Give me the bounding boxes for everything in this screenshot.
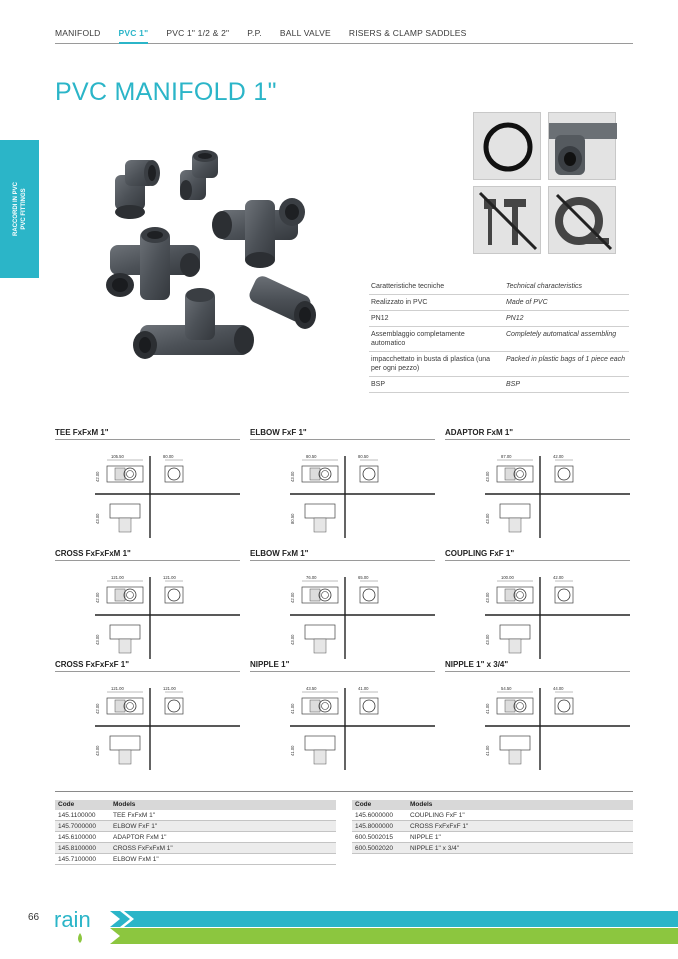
codes-divider [55, 791, 633, 792]
technical-drawing [55, 563, 240, 659]
drawing-title: CROSS FxFxFxM 1" [55, 549, 240, 561]
nav-item-manifold[interactable]: MANIFOLD [55, 28, 101, 38]
dimension-label: 42.00 [290, 592, 295, 603]
dimension-label: 43.00 [485, 634, 490, 645]
characteristics-row [369, 327, 629, 352]
drawing-title: COUPLING FxF 1" [445, 549, 630, 561]
drawing-cell [55, 660, 240, 770]
dimension-label: 76.00 [306, 575, 317, 580]
dimension-label: 41.00 [290, 745, 295, 756]
cross-fitting-image [106, 227, 200, 300]
drawing-cell [250, 549, 435, 659]
code-cell: 145.8100000 [58, 845, 96, 852]
elbow-small-image [180, 150, 218, 200]
dimension-label: 43.00 [485, 513, 490, 524]
characteristics-header [369, 280, 629, 295]
characteristics-row [369, 295, 629, 311]
no-tools-icon [473, 186, 541, 254]
model-cell: ELBOW FxM 1" [113, 856, 159, 863]
technical-drawing [250, 563, 435, 659]
code-cell: 145.1100000 [58, 812, 96, 819]
code-cell: 145.8000000 [355, 823, 393, 830]
dimension-label: 42.00 [95, 471, 100, 482]
nav-item-pvc-1-1-2[interactable]: PVC 1" 1/2 & 2" [166, 28, 230, 38]
top-navigation [55, 28, 633, 44]
brand-name: rain [54, 907, 91, 932]
technical-drawing [445, 674, 630, 770]
codes-table-right [352, 800, 633, 854]
side-tab-text [12, 182, 28, 236]
drawing-title: ADAPTOR FxM 1" [445, 428, 630, 440]
dimension-label: 43.50 [306, 686, 317, 691]
char-it: BSP [371, 381, 386, 388]
dimension-label: 121.00 [111, 686, 124, 691]
codes-header [55, 800, 336, 810]
char-it: Realizzato in PVC [371, 299, 428, 306]
adaptor-fitting-image [247, 274, 316, 329]
technical-drawing [55, 442, 240, 538]
drawing-cell [445, 428, 630, 538]
table-row [352, 832, 633, 843]
nav-item-pp[interactable]: P.P. [247, 28, 262, 38]
table-row [55, 854, 336, 865]
drawing-cell [445, 660, 630, 770]
table-row [352, 843, 633, 854]
char-it: impacchettato in busta di plastica (una per ogni pezzo) [371, 356, 491, 372]
codes-header-model: Models [113, 801, 136, 808]
model-cell: TEE FxFxM 1" [113, 812, 156, 819]
dimension-label: 43.00 [290, 471, 295, 482]
drawing-title: ELBOW FxM 1" [250, 549, 435, 561]
drawing-cell [250, 660, 435, 770]
elbow-fitting-image [115, 160, 160, 219]
code-cell: 600.5002020 [355, 845, 393, 852]
dimension-label: 42.00 [553, 454, 564, 459]
dimension-label: 43.00 [290, 634, 295, 645]
dimension-label: 100.00 [501, 575, 514, 580]
code-cell: 145.7000000 [58, 823, 96, 830]
drawing-cell [445, 549, 630, 659]
dimension-label: 43.00 [95, 513, 100, 524]
char-it: PN12 [371, 315, 389, 322]
drawing-title: TEE FxFxM 1" [55, 428, 240, 440]
dimension-label: 42.00 [95, 592, 100, 603]
dimension-label: 121.00 [163, 575, 176, 580]
drawing-title: CROSS FxFxFxF 1" [55, 660, 240, 672]
table-row [55, 832, 336, 843]
dimension-label: 80.50 [306, 454, 317, 459]
dimension-label: 80.50 [358, 454, 369, 459]
code-cell: 145.6100000 [58, 834, 96, 841]
dimension-label: 43.00 [485, 592, 490, 603]
dimension-label: 80.50 [290, 513, 295, 524]
char-en: Completely automatical assembling [506, 331, 617, 338]
technical-drawing [250, 674, 435, 770]
table-row [352, 810, 633, 821]
model-cell: CROSS FxFxFxM 1" [113, 845, 173, 852]
dimension-label: 41.00 [485, 703, 490, 714]
dimension-label: 41.00 [290, 703, 295, 714]
model-cell: CROSS FxFxFxF 1" [410, 823, 469, 830]
dimension-label: 80.00 [163, 454, 174, 459]
header-it: Caratteristiche tecniche [371, 283, 445, 290]
codes-header-code: Code [355, 801, 372, 808]
model-cell: NIPPLE 1" x 3/4" [410, 845, 460, 852]
tee-fitting-image [212, 198, 305, 268]
oring-feature-image [473, 112, 541, 180]
drawing-cell [250, 428, 435, 538]
fitting-detail-image [548, 112, 616, 180]
char-en: Made of PVC [506, 299, 548, 306]
model-cell: NIPPLE 1" [410, 834, 441, 841]
code-cell: 145.6000000 [355, 812, 393, 819]
codes-header-model: Models [410, 801, 433, 808]
dimension-label: 43.00 [95, 745, 100, 756]
side-tab-line1: RACCORDI IN PVC [12, 181, 19, 237]
table-row [55, 843, 336, 854]
characteristics-row [369, 352, 629, 377]
char-en: BSP [506, 381, 521, 388]
characteristics-row [369, 311, 629, 327]
dimension-label: 54.50 [501, 686, 512, 691]
dimension-label: 41.00 [485, 745, 490, 756]
nav-item-pvc-1[interactable]: PVC 1" [119, 28, 149, 44]
model-cell: ELBOW FxF 1" [113, 823, 158, 830]
dimension-label: 42.00 [553, 575, 564, 580]
dimension-label: 105.50 [111, 454, 124, 459]
code-cell: 145.7100000 [58, 856, 96, 863]
code-cell: 600.5002015 [355, 834, 393, 841]
characteristics-table [369, 280, 629, 393]
dimension-label: 65.00 [358, 575, 369, 580]
technical-drawing [445, 442, 630, 538]
header-en: Technical characteristics [506, 283, 582, 290]
table-row [352, 821, 633, 832]
drawing-title: ELBOW FxF 1" [250, 428, 435, 440]
dimension-label: 121.00 [163, 686, 176, 691]
characteristics-row [369, 377, 629, 393]
codes-header-code: Code [58, 801, 75, 808]
codes-header [352, 800, 633, 810]
char-en: Packed in plastic bags of 1 piece each [506, 356, 626, 363]
drawing-cell [55, 428, 240, 538]
no-tape-icon [548, 186, 616, 254]
model-cell: ADAPTOR FxM 1" [113, 834, 167, 841]
char-it: Assemblaggio completamente automatico [371, 331, 465, 347]
char-en: PN12 [506, 315, 524, 322]
drawing-cell [55, 549, 240, 659]
product-photo [100, 140, 340, 380]
table-row [55, 821, 336, 832]
page-number: 66 [28, 912, 40, 923]
dimension-label: 43.00 [95, 634, 100, 645]
dimension-label: 44.00 [553, 686, 564, 691]
dimension-label: 42.00 [95, 703, 100, 714]
dimension-label: 41.00 [358, 686, 369, 691]
technical-drawing [55, 674, 240, 770]
side-tab-line2: PVC FITTINGS [20, 188, 27, 230]
table-row [55, 810, 336, 821]
codes-table-left [55, 800, 336, 865]
nav-item-ball-valve[interactable]: BALL VALVE [279, 28, 331, 38]
dimension-label: 121.00 [111, 575, 124, 580]
dimension-label: 87.00 [501, 454, 512, 459]
technical-drawing [250, 442, 435, 538]
nav-item-risers[interactable]: RISERS & CLAMP SADDLES [348, 28, 467, 38]
dimension-label: 43.00 [485, 471, 490, 482]
drawing-title: NIPPLE 1" x 3/4" [445, 660, 630, 672]
page-title: PVC MANIFOLD 1" [55, 78, 277, 106]
side-tab [0, 140, 39, 278]
drawing-title: NIPPLE 1" [250, 660, 435, 672]
model-cell: COUPLING FxF 1" [410, 812, 465, 819]
rain-logo [52, 903, 107, 945]
footer-bar [110, 911, 678, 944]
technical-drawing [445, 563, 630, 659]
